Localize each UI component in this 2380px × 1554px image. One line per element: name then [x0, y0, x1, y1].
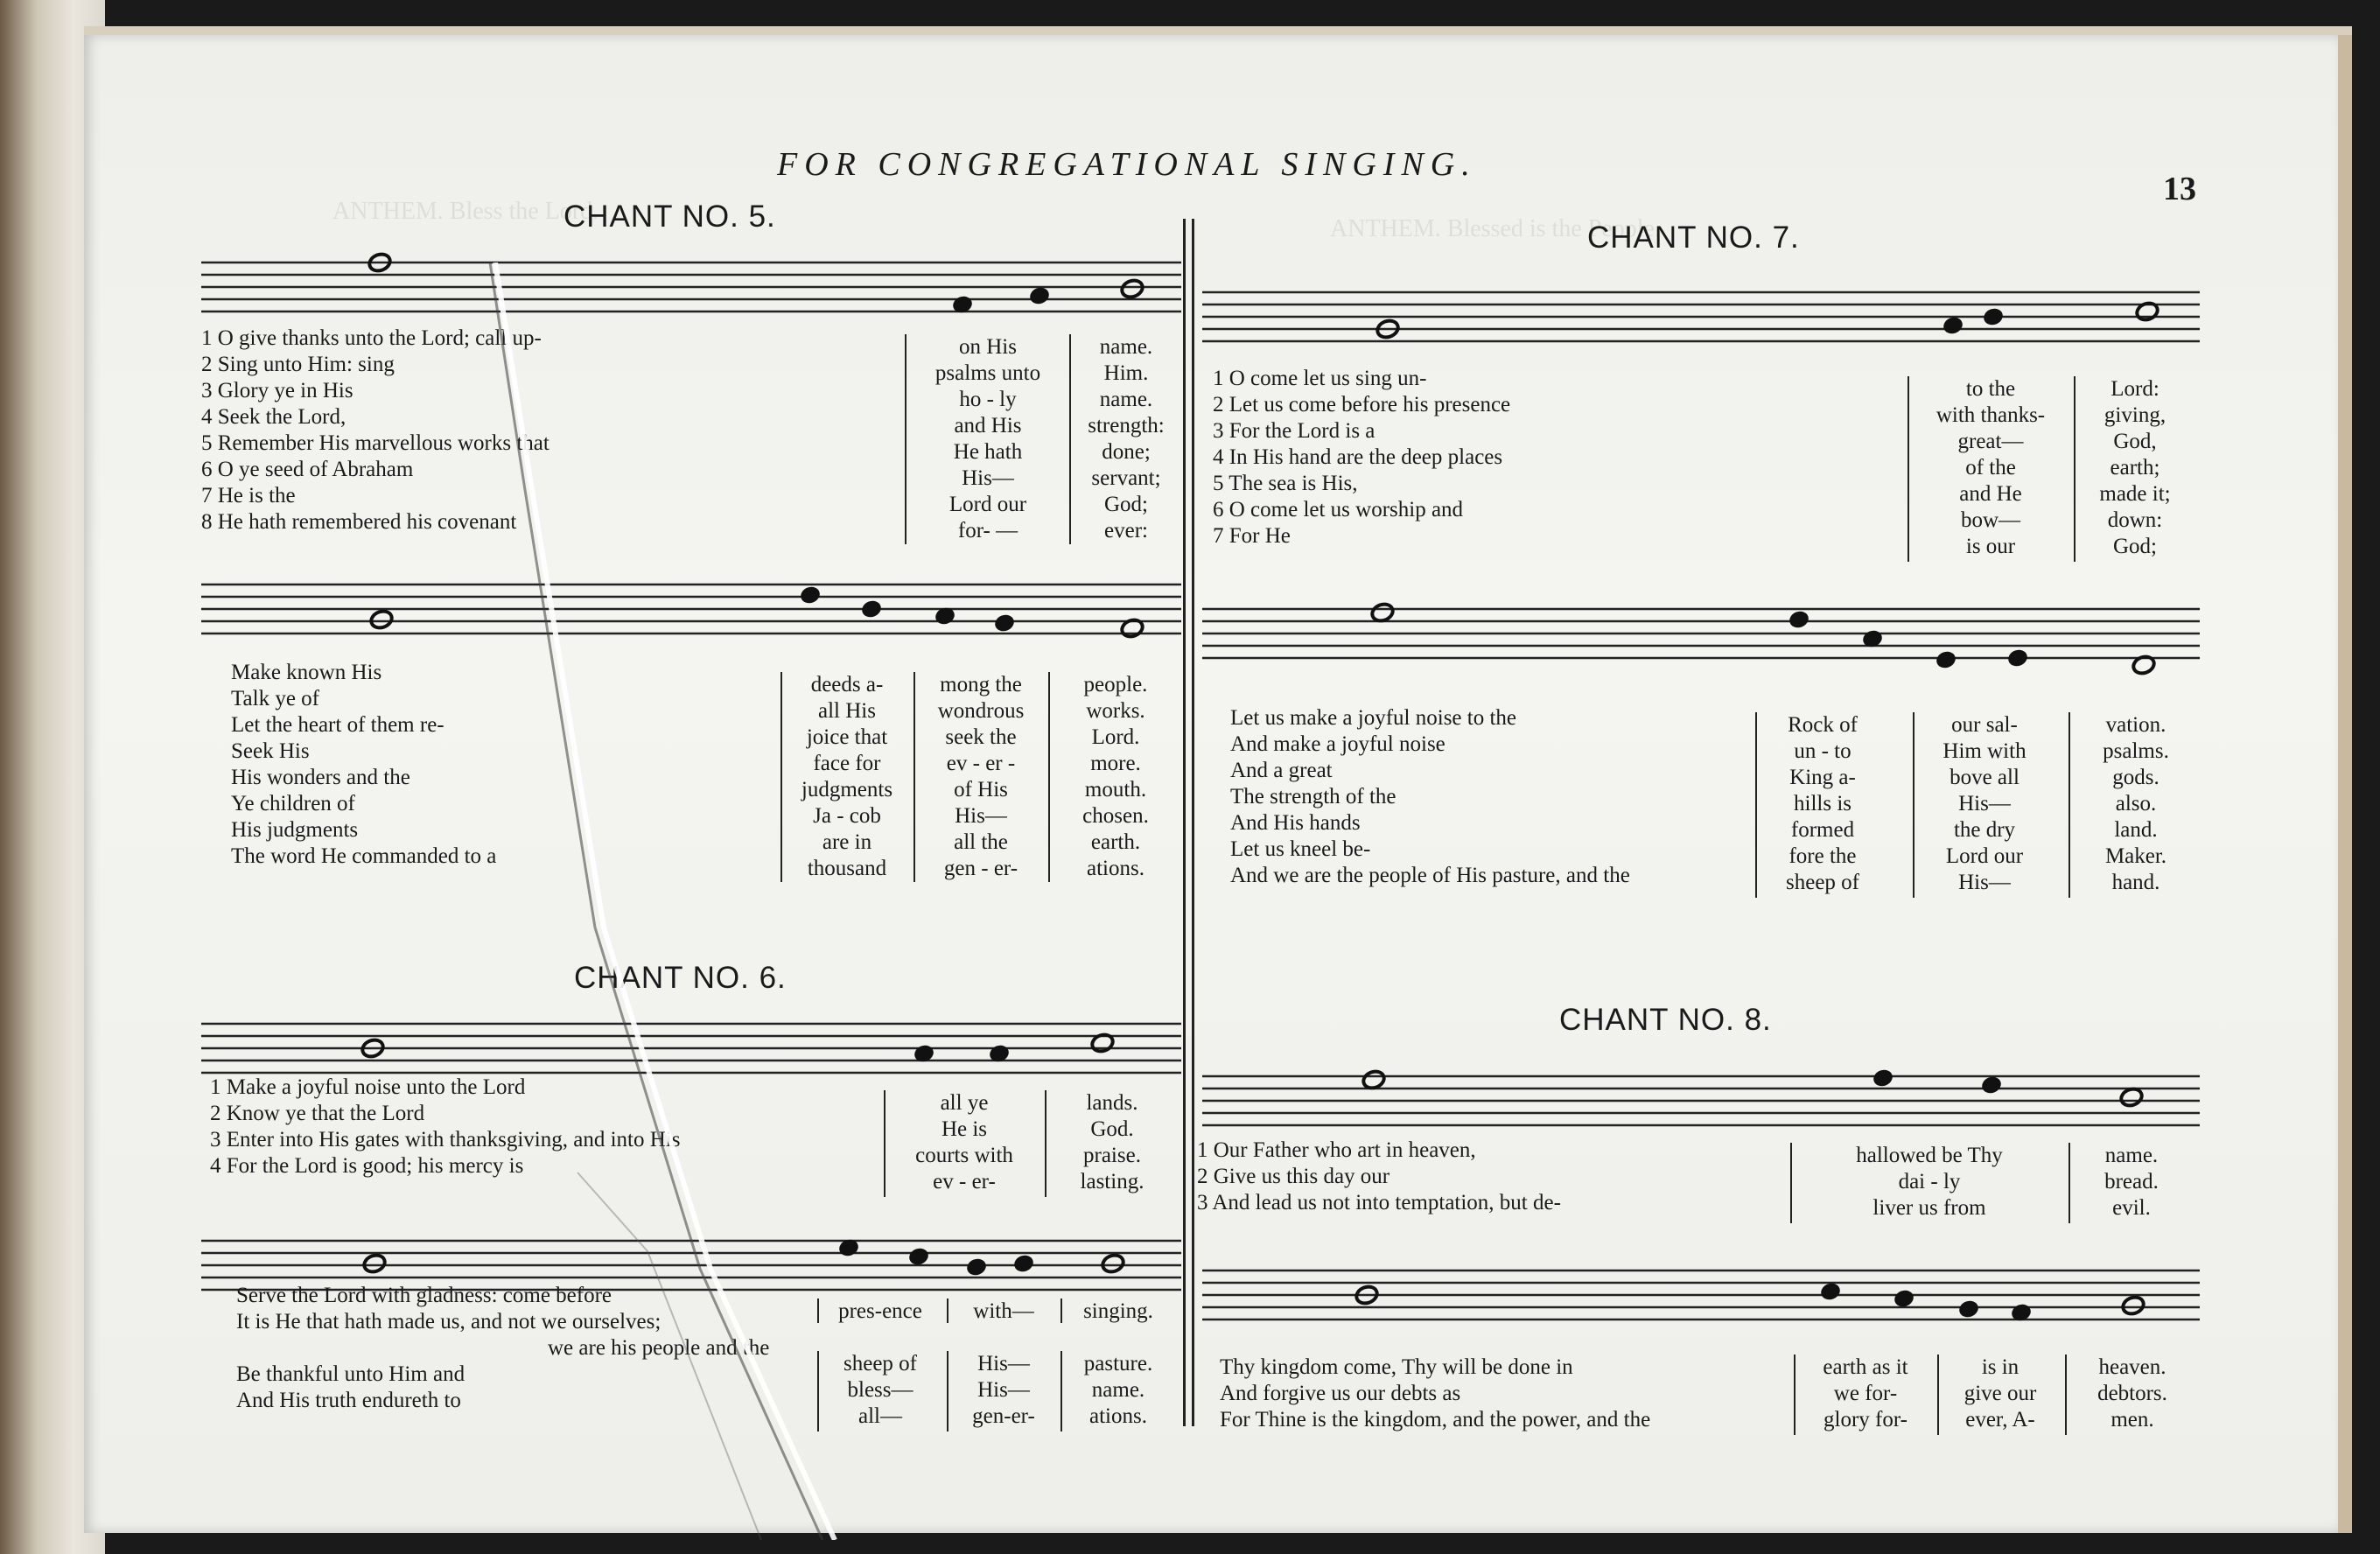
- note: [1120, 277, 1145, 299]
- column-cell: done;: [1102, 440, 1151, 464]
- column-cell: is our: [1965, 535, 2016, 558]
- column-cell: lasting.: [1080, 1170, 1144, 1194]
- column-cell: ever:: [1104, 519, 1148, 542]
- chant-8-staff-2: [1202, 1258, 2208, 1337]
- verse-line: His judgments: [231, 818, 359, 842]
- column-cell: lands.: [1086, 1091, 1138, 1115]
- verse-line: And we are the people of His pasture, and the: [1230, 864, 1630, 887]
- column-cell: His—: [955, 804, 1007, 828]
- column-cell: God.: [1090, 1117, 1134, 1141]
- column-cell: is in: [1981, 1355, 2020, 1379]
- column-cell: earth as it: [1823, 1355, 1908, 1379]
- verse-line: Let us make a joyful noise to the: [1230, 706, 1517, 730]
- column-cell: ev - er-: [933, 1170, 996, 1194]
- column-cell: wondrous: [937, 699, 1025, 723]
- note: [1894, 1289, 1914, 1308]
- chant-6-row-cell: pres-ence: [817, 1298, 942, 1323]
- verse-line: Thy kingdom come, Thy will be done in: [1220, 1355, 1573, 1379]
- column-cell: His—: [1958, 871, 2011, 894]
- column-cell: are in: [822, 830, 872, 854]
- column-cell: Rock of: [1788, 713, 1858, 737]
- chant-8-column-1: [1790, 1143, 2067, 1223]
- chant-5-column-4: [914, 672, 1046, 882]
- column-cell: give our: [1964, 1382, 2037, 1405]
- column-cell: He is: [941, 1117, 988, 1141]
- chant-8-column-4: [1937, 1354, 2062, 1435]
- verse-line: 2 Sing unto Him: sing: [201, 353, 395, 376]
- verse-line: And make a joyful noise: [1230, 732, 1446, 756]
- note: [1820, 1282, 1841, 1301]
- column-cell: dai - ly: [1898, 1170, 1961, 1194]
- verse-line: Let the heart of them re-: [231, 713, 444, 737]
- column-cell: on His: [959, 335, 1017, 359]
- column-cell: mong the: [940, 673, 1022, 696]
- verse-line: 5 The sea is His,: [1213, 472, 1358, 495]
- verse-line: Talk ye of: [231, 687, 319, 710]
- note: [1958, 1299, 1979, 1319]
- note: [966, 1257, 987, 1277]
- column-cell: His—: [1958, 792, 2011, 816]
- bleed-through-text: ANTHEM. Bless the Lord.: [332, 198, 599, 225]
- column-cell: gen-er-: [972, 1404, 1035, 1428]
- verse-line: 1 Our Father who art in heaven,: [1197, 1138, 1476, 1162]
- column-cell: mouth.: [1084, 778, 1147, 802]
- verse-line: And His hands: [1230, 811, 1361, 835]
- note: [1362, 1068, 1387, 1090]
- verse-line: 7 For He: [1213, 524, 1291, 548]
- chant-6-column-5: [1060, 1351, 1174, 1432]
- verse-line: 3 Enter into His gates with thanksgiving, and into His: [210, 1128, 681, 1152]
- column-cell: ev - er -: [946, 752, 1016, 775]
- column-cell: His—: [962, 466, 1014, 490]
- verse-line: The strength of the: [1230, 785, 1396, 808]
- column-cell: courts with: [915, 1144, 1013, 1167]
- column-cell: Lord our: [948, 493, 1027, 516]
- column-cell: also.: [2115, 792, 2157, 816]
- verse-line: For Thine is the kingdom, and the power, and the: [1220, 1408, 1651, 1432]
- note: [1981, 1075, 2002, 1095]
- note: [1029, 286, 1050, 305]
- verse-line: The word He commanded to a: [231, 844, 497, 868]
- note: [1370, 601, 1396, 623]
- chant-7-staff-1: [1202, 280, 2208, 359]
- chant-5-column-1: [905, 334, 1069, 544]
- column-cell: Him.: [1103, 361, 1149, 385]
- column-cell: all ye: [940, 1091, 989, 1115]
- chant-8-title: CHANT NO. 8.: [1559, 1003, 1772, 1037]
- note: [1936, 650, 1956, 669]
- column-cell: all—: [858, 1404, 902, 1428]
- column-cell: Lord our: [1945, 844, 2024, 868]
- chant-7-column-1: [1908, 376, 2072, 562]
- column-cell: His—: [977, 1352, 1030, 1376]
- verse-line: 1 O give thanks unto the Lord; call up-: [201, 326, 542, 350]
- chant-7-column-5: [2068, 712, 2202, 898]
- chant-5-column-2: [1069, 334, 1181, 544]
- verse-line: 8 He hath remembered his covenant: [201, 510, 517, 534]
- verse-line: 2 Know ye that the Lord: [210, 1102, 425, 1125]
- column-cell: ho - ly: [959, 388, 1017, 411]
- column-cell: bread.: [2104, 1170, 2159, 1194]
- column-cell: down:: [2107, 508, 2163, 532]
- column-cell: and His: [954, 414, 1022, 438]
- column-cell: of His: [954, 778, 1008, 802]
- chant-5-column-5: [1048, 672, 1181, 882]
- note: [1872, 1068, 1894, 1088]
- column-cell: and He: [1959, 482, 2022, 506]
- column-cell: more.: [1090, 752, 1141, 775]
- column-cell: name.: [1099, 335, 1153, 359]
- chant-7-verses-1: [1213, 366, 1510, 550]
- column-cell: the dry: [1953, 818, 2016, 842]
- chant-5-title: CHANT NO. 5.: [564, 200, 776, 234]
- column-cell: deeds a-: [810, 673, 884, 696]
- verse-line: 4 In His hand are the deep places: [1213, 445, 1503, 469]
- chant-7-verses-2: [1230, 705, 1630, 889]
- column-cell: liver us from: [1872, 1196, 1986, 1220]
- column-cell: strength:: [1088, 414, 1165, 438]
- verse-line: And a great: [1230, 759, 1333, 782]
- verse-line: Be thankful unto Him and: [236, 1362, 466, 1386]
- note: [2007, 648, 2028, 668]
- column-cell: of the: [1965, 456, 2016, 480]
- column-cell: people.: [1083, 673, 1148, 696]
- column-cell: heaven.: [2098, 1355, 2166, 1379]
- column-cell: earth.: [1090, 830, 1141, 854]
- column-cell: sheep of: [1786, 871, 1859, 894]
- column-cell: sheep of: [844, 1352, 917, 1376]
- column-cell: Lord.: [1091, 725, 1140, 749]
- column-cell: ations.: [1087, 857, 1144, 880]
- column-cell: Lord:: [2110, 377, 2160, 401]
- column-cell: hills is: [1794, 792, 1852, 816]
- running-head: FOR CONGREGATIONAL SINGING.: [777, 146, 1477, 183]
- column-cell: earth;: [2110, 456, 2160, 480]
- column-cell: fore the: [1788, 844, 1857, 868]
- verse-line: 3 Glory ye in His: [201, 379, 354, 402]
- verse-line: Ye children of: [231, 792, 355, 816]
- column-cell: bove all: [1950, 766, 2020, 789]
- column-cell: God;: [1104, 493, 1148, 516]
- note: [1013, 1254, 1034, 1273]
- page-number: 13: [2163, 171, 2196, 207]
- verse-line: 7 He is the: [201, 484, 296, 508]
- verse-line: Make known His: [231, 661, 382, 684]
- verse-line: His wonders and the: [231, 766, 410, 789]
- column-cell: name.: [1099, 388, 1153, 411]
- verse-line: 3 And lead us not into temptation, but de-: [1197, 1191, 1561, 1214]
- column-cell: we for-: [1833, 1382, 1898, 1405]
- page-tear-crease: [472, 262, 928, 1540]
- verse-line: we are his people and the: [548, 1336, 770, 1360]
- verse-line: Let us kneel be-: [1230, 837, 1371, 861]
- column-cell: psalms.: [2103, 739, 2169, 763]
- verse-line: Seek His: [231, 739, 310, 763]
- column-cell: all His: [818, 699, 876, 723]
- column-cell: giving,: [2104, 403, 2166, 427]
- chant-8-column-3: [1794, 1354, 1936, 1435]
- column-cell: hallowed be Thy: [1856, 1144, 2003, 1167]
- note: [369, 608, 395, 630]
- column-cell: Ja - cob: [813, 804, 881, 828]
- column-cell: great—: [1957, 430, 2024, 453]
- column-cell: men.: [2110, 1408, 2154, 1432]
- column-cell: King a-: [1789, 766, 1856, 789]
- verse-line: And His truth endureth to: [236, 1389, 461, 1412]
- column-cell: chosen.: [1082, 804, 1149, 828]
- column-cell: seek the: [945, 725, 1017, 749]
- note: [994, 613, 1015, 633]
- column-cell: God,: [2113, 430, 2157, 453]
- verse-line: And forgive us our debts as: [1220, 1382, 1461, 1405]
- column-cell: judgments: [801, 778, 893, 802]
- column-cell: praise.: [1083, 1144, 1141, 1167]
- chant-6-row-cell: singing.: [1060, 1298, 1174, 1323]
- chant-7-column-4: [1913, 712, 2054, 898]
- chant-7-column-2: [2074, 376, 2194, 562]
- column-cell: psalms unto: [934, 361, 1041, 385]
- column-cell: un - to: [1794, 739, 1852, 763]
- column-cell: evil.: [2112, 1196, 2151, 1220]
- column-cell: debtors.: [2097, 1382, 2167, 1405]
- column-cell: works.: [1086, 699, 1145, 723]
- column-cell: thousand: [807, 857, 887, 880]
- column-cell: our sal-: [1951, 713, 2018, 737]
- verse-line: 3 For the Lord is a: [1213, 419, 1376, 443]
- column-cell: face for: [813, 752, 881, 775]
- column-cell: hand.: [2111, 871, 2160, 894]
- note: [1788, 610, 1810, 629]
- column-cell: with thanks-: [1936, 403, 2046, 427]
- chant-6-title: CHANT NO. 6.: [574, 961, 787, 995]
- note: [2121, 1294, 2146, 1316]
- chant-8-column-5: [2065, 1354, 2198, 1435]
- verse-line: It is He that hath made us, and not we ourselves;: [236, 1310, 662, 1334]
- chant-6-row-cell: with—: [947, 1298, 1059, 1323]
- note: [2119, 1086, 2145, 1108]
- verse-line: Serve the Lord with gladness: come before: [236, 1284, 612, 1307]
- verse-line: 4 Seek the Lord,: [201, 405, 346, 429]
- verse-line: 5 Remember His marvellous works that: [201, 431, 550, 455]
- column-cell: Maker.: [2104, 844, 2167, 868]
- column-cell: gods.: [2112, 766, 2160, 789]
- verse-line: 2 Let us come before his presence: [1213, 393, 1511, 416]
- column-cell: to the: [1965, 377, 2016, 401]
- column-cell: His—: [977, 1378, 1030, 1402]
- column-cell: glory for-: [1824, 1408, 1908, 1432]
- column-cell: name.: [2104, 1144, 2159, 1167]
- column-cell: for- —: [957, 519, 1018, 542]
- column-cell: Him with: [1942, 739, 2026, 763]
- chant-7-title: CHANT NO. 7.: [1587, 220, 1800, 255]
- column-cell: pasture.: [1083, 1352, 1153, 1376]
- column-cell: God;: [2113, 535, 2157, 558]
- column-cell: ations.: [1089, 1404, 1147, 1428]
- column-cell: all the: [954, 830, 1008, 854]
- column-cell: servant;: [1091, 466, 1161, 490]
- column-cell: He hath: [953, 440, 1023, 464]
- verse-line: 2 Give us this day our: [1197, 1165, 1390, 1188]
- chant-6-column-2: [1045, 1090, 1178, 1197]
- column-cell: formed: [1790, 818, 1855, 842]
- chant-5-verses-2: [231, 660, 496, 870]
- chant-8-verses-2: [1220, 1354, 1650, 1433]
- verse-line: 6 O come let us worship and: [1213, 498, 1464, 522]
- note: [1101, 1252, 1126, 1274]
- chant-8-column-2: [2068, 1143, 2193, 1223]
- column-cell: land.: [2114, 818, 2158, 842]
- column-cell: made it;: [2099, 482, 2171, 506]
- column-cell: bless—: [847, 1378, 914, 1402]
- verse-line: 6 O ye seed of Abraham: [201, 458, 414, 481]
- chant-6-column-4: [947, 1351, 1059, 1432]
- column-cell: ever, A-: [1965, 1408, 2035, 1432]
- column-cell: name.: [1091, 1378, 1145, 1402]
- verse-line: 1 O come let us sing un-: [1213, 367, 1427, 390]
- bleed-through-text: ANTHEM. Blessed is the People.: [1330, 215, 1661, 242]
- column-cell: vation.: [2105, 713, 2166, 737]
- note: [1942, 316, 1964, 335]
- verse-line: 1 Make a joyful noise unto the Lord: [210, 1075, 526, 1099]
- center-rule: [1192, 219, 1194, 1426]
- chant-8-staff-1: [1202, 1064, 2208, 1143]
- note: [1983, 307, 2004, 326]
- column-cell: gen - er-: [943, 857, 1018, 880]
- chant-8-verses-1: [1197, 1138, 1561, 1216]
- chant-7-staff-2: [1202, 597, 2208, 676]
- verse-line: 4 For the Lord is good; his mercy is: [210, 1154, 524, 1178]
- note: [362, 1252, 388, 1274]
- chant-7-column-3: [1755, 712, 1888, 898]
- column-cell: bow—: [1960, 508, 2021, 532]
- column-cell: joice that: [806, 725, 888, 749]
